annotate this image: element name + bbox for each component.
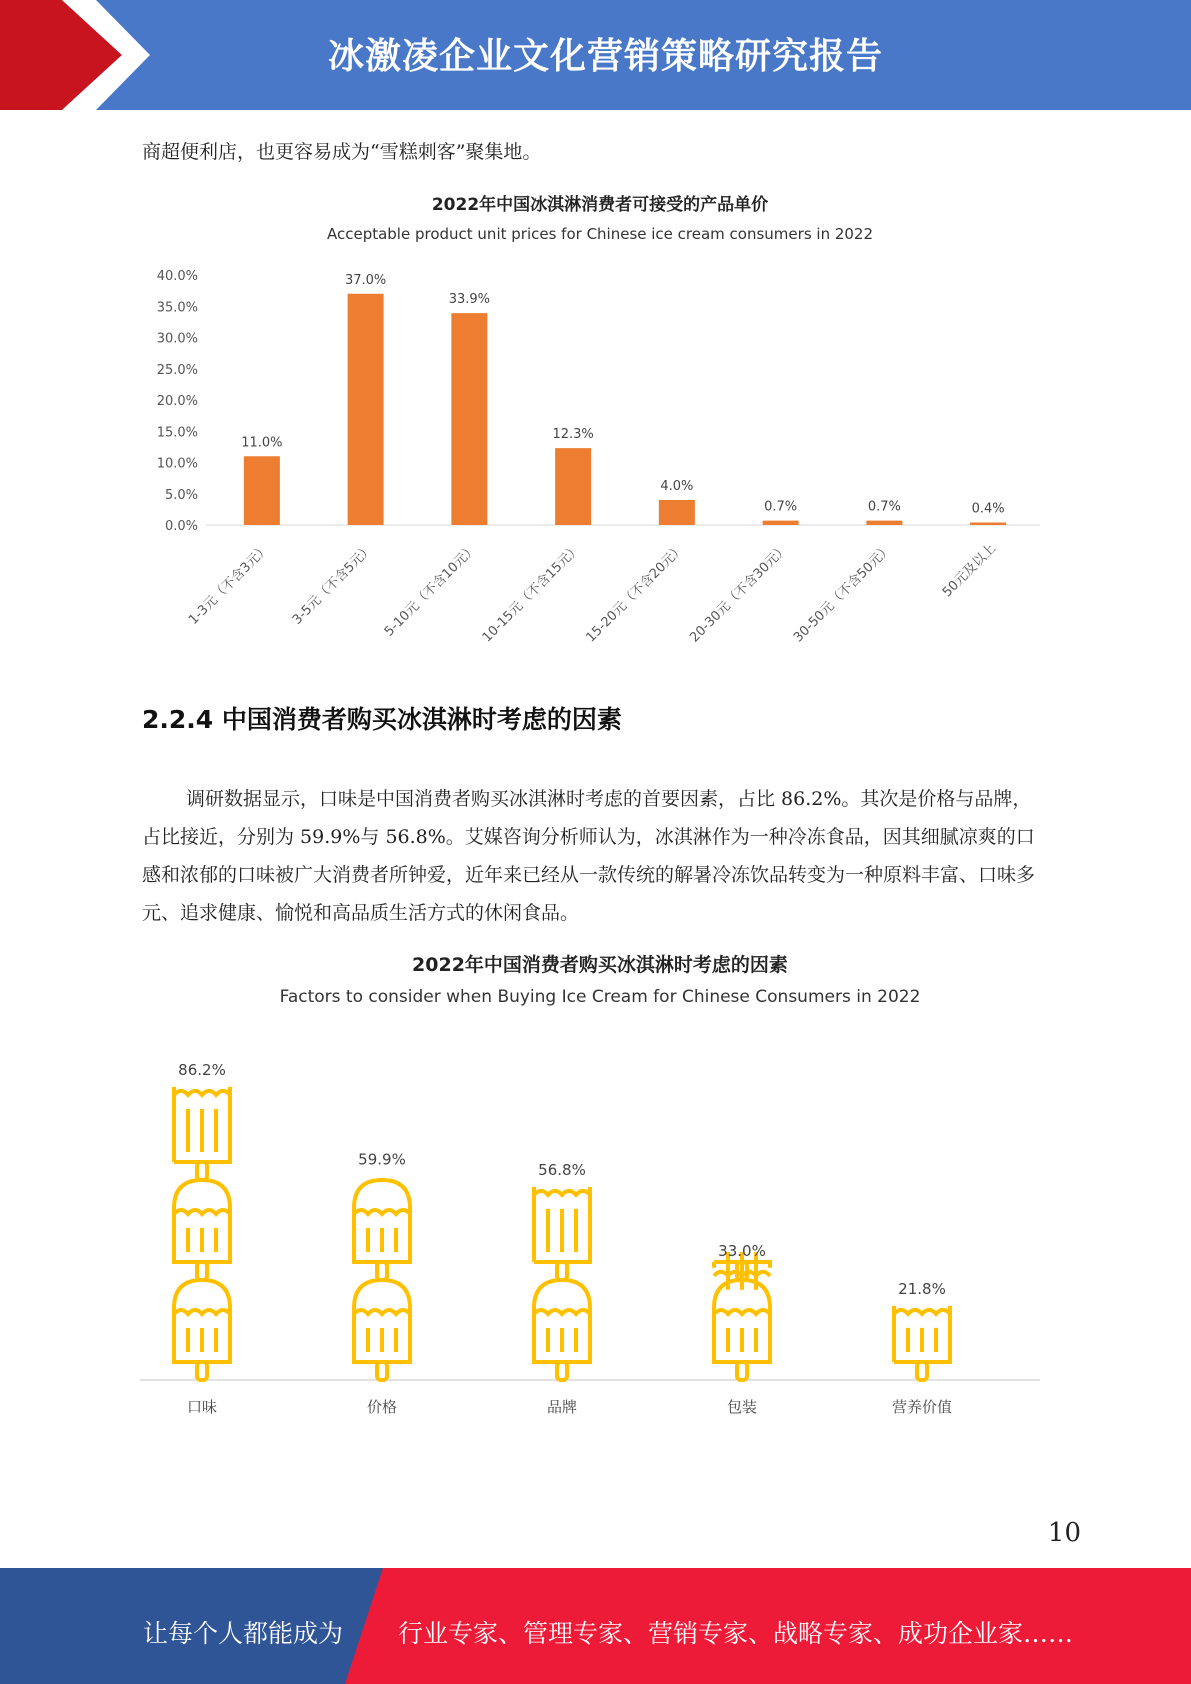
intro-line: 商超便利店，也更容易成为“雪糕刺客”聚集地。 bbox=[142, 141, 542, 163]
bar-value-label: 11.0% bbox=[241, 435, 283, 451]
popsicle-stick bbox=[377, 1262, 387, 1280]
popsicle-stick bbox=[557, 1262, 567, 1280]
popsicle-stick bbox=[197, 1362, 207, 1380]
section-heading: 2.2.4 中国消费者购买冰淇淋时考虑的因素 bbox=[142, 705, 622, 734]
factor-category-label: 价格 bbox=[366, 1398, 398, 1416]
bar bbox=[451, 313, 487, 525]
footer-slogan-right: 行业专家、管理专家、营销专家、战略专家、成功企业家…… bbox=[398, 1619, 1074, 1648]
bar bbox=[659, 500, 695, 525]
factors-chart-plot bbox=[140, 1020, 1060, 1460]
factor-value-label: 86.2% bbox=[178, 1060, 226, 1079]
price-chart-subtitle: Acceptable product unit prices for Chinese ice cream consumers in 2022 bbox=[326, 225, 874, 243]
x-category-label: 50元及以上 bbox=[939, 541, 999, 601]
factor-value-label: 56.8% bbox=[538, 1160, 586, 1179]
bar bbox=[348, 294, 384, 525]
popsicle-stack bbox=[714, 1252, 770, 1380]
popsicle-wave bbox=[174, 1091, 230, 1095]
bar-value-label: 37.0% bbox=[344, 272, 387, 288]
x-category-label: 30-50元（不含50元） bbox=[791, 541, 896, 646]
factors-chart-subtitle: Factors to consider when Buying Ice Cream for Chinese Consumers in 2022 bbox=[279, 987, 921, 1007]
page-number: 10 bbox=[1047, 1518, 1081, 1548]
x-category-label: 5-10元（不含10元） bbox=[381, 541, 481, 640]
popsicle-stack bbox=[174, 1087, 230, 1380]
popsicle-stick bbox=[197, 1162, 207, 1180]
factor-value-label: 59.9% bbox=[358, 1150, 406, 1169]
popsicle-stick bbox=[917, 1362, 927, 1380]
popsicle-stick bbox=[737, 1362, 747, 1380]
y-tick-label: 0.0% bbox=[164, 519, 198, 534]
popsicle-stick bbox=[557, 1362, 567, 1380]
factors-chart bbox=[140, 950, 1060, 1470]
y-tick-label: 20.0% bbox=[156, 394, 198, 409]
report-title: 冰激凌企业文化营销策略研究报告 bbox=[327, 36, 883, 77]
bar-value-label: 0.7% bbox=[867, 499, 901, 515]
factors-chart-title: 2022年中国消费者购买冰淇淋时考虑的因素 bbox=[412, 954, 788, 976]
price-chart bbox=[140, 190, 1060, 660]
page-header bbox=[0, 0, 1191, 110]
popsicle-wave bbox=[894, 1310, 950, 1314]
bar-value-label: 0.4% bbox=[971, 501, 1005, 517]
x-category-label: 20-30元（不含30元） bbox=[687, 541, 792, 646]
popsicle-stick bbox=[377, 1362, 387, 1380]
popsicle-stack bbox=[894, 1306, 950, 1380]
factor-value-label: 33.0% bbox=[718, 1241, 766, 1260]
popsicle-stack bbox=[534, 1187, 590, 1380]
y-tick-label: 25.0% bbox=[156, 362, 198, 378]
bar bbox=[555, 448, 591, 525]
bar bbox=[970, 523, 1006, 526]
factor-category-label: 品牌 bbox=[546, 1398, 578, 1416]
factor-category-label: 口味 bbox=[186, 1398, 218, 1416]
bar-value-label: 0.7% bbox=[764, 499, 798, 515]
factor-category-label: 营养价值 bbox=[891, 1398, 953, 1416]
popsicle-wave bbox=[534, 1310, 590, 1314]
x-category-label: 15-20元（不含20元） bbox=[583, 541, 688, 646]
y-tick-label: 35.0% bbox=[156, 300, 198, 316]
popsicle-wave bbox=[174, 1210, 230, 1214]
footer-slogan-left: 让每个人都能成为 bbox=[143, 1619, 344, 1648]
body-paragraph: 调研数据显示，口味是中国消费者购买冰淇淋时考虑的首要因素，占比 86.2%。其次是价格与品牌，占比接近，分别为 59.9%与 56.8%。艾媒咨询分析师认为，冰淇淋作为一种冷冻食品，因其细腻凉爽的口感和浓郁的口味被广大消费者所钟爱，近年来已经从一款传统的解暑冷冻饮品转变为一种原料丰富、口味多元、追求健康、愉悦和高品质生活方式的休闲食品。 bbox=[142, 788, 1036, 924]
bar bbox=[244, 456, 280, 525]
price-chart-title: 2022年中国冰淇淋消费者可接受的产品单价 bbox=[431, 195, 769, 215]
x-category-label: 1-3元（不含3元） bbox=[186, 541, 273, 628]
y-tick-label: 5.0% bbox=[164, 487, 198, 503]
bar bbox=[763, 521, 799, 525]
page-footer bbox=[0, 1568, 1191, 1684]
y-tick-label: 30.0% bbox=[156, 331, 198, 347]
bar bbox=[866, 521, 902, 525]
y-tick-label: 10.0% bbox=[156, 456, 198, 472]
price-chart-plot bbox=[140, 250, 1060, 650]
factor-category-label: 包装 bbox=[726, 1398, 758, 1416]
popsicle-wave bbox=[354, 1310, 410, 1314]
y-tick-label: 15.0% bbox=[156, 425, 198, 441]
popsicle-wave bbox=[714, 1310, 770, 1314]
x-category-label: 10-15元（不含15元） bbox=[479, 541, 584, 646]
bar-value-label: 4.0% bbox=[660, 479, 694, 494]
popsicle-wave bbox=[174, 1310, 230, 1314]
y-tick-label: 40.0% bbox=[156, 269, 198, 284]
popsicle-stick bbox=[197, 1262, 207, 1280]
popsicle-wave bbox=[534, 1191, 590, 1195]
x-category-label: 3-5元（不含5元） bbox=[289, 541, 377, 628]
bar-value-label: 12.3% bbox=[552, 427, 594, 443]
factor-value-label: 21.8% bbox=[898, 1279, 946, 1298]
popsicle-stack bbox=[354, 1180, 410, 1380]
popsicle-wave bbox=[354, 1210, 410, 1214]
bar-value-label: 33.9% bbox=[448, 292, 491, 308]
